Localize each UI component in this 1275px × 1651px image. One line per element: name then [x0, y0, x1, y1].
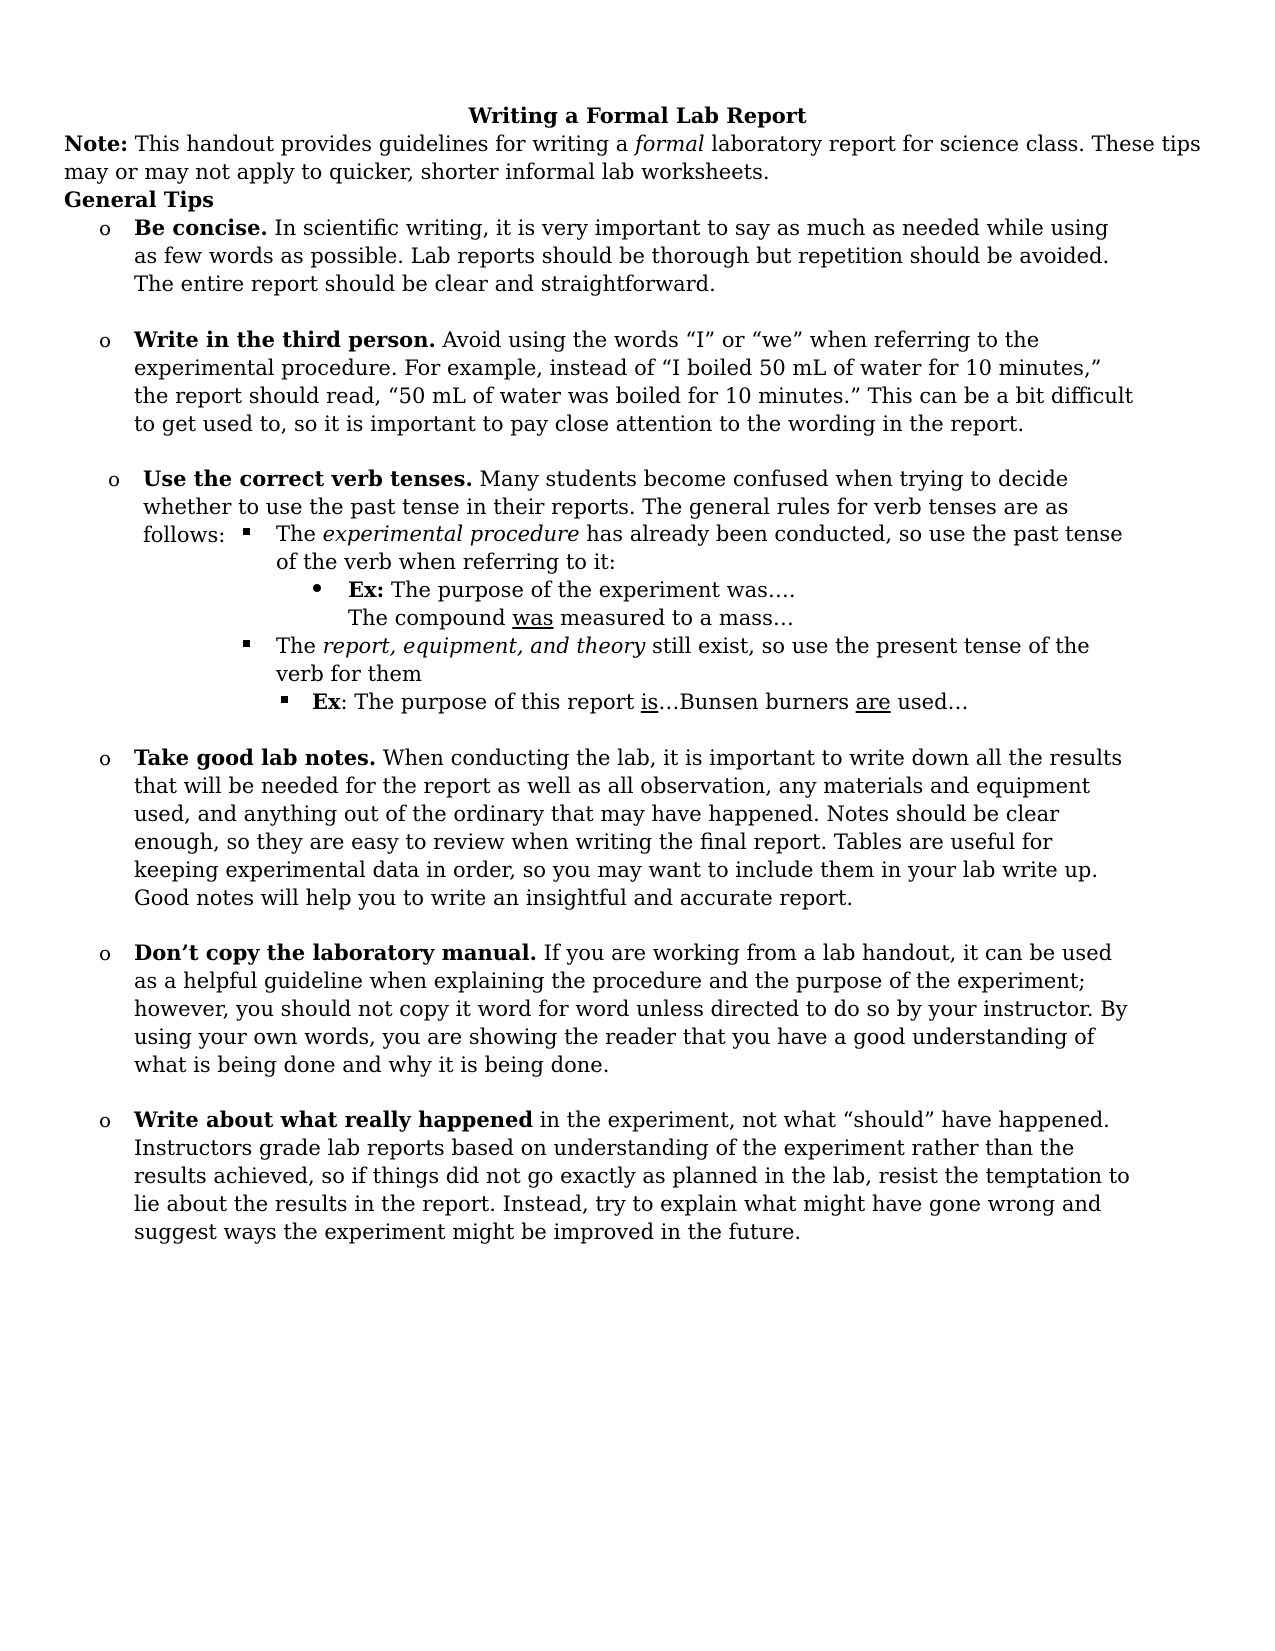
example-text: measured to a mass… [553, 606, 794, 630]
tip-body: In scientific writing, it is very important to say as much as needed while using as few words as possible. Lab reports should be thorough but repetition should be avoided. The entire report should be clear and straightforward. [134, 216, 1110, 296]
example-label: Ex [312, 689, 341, 714]
square-bullet-icon [243, 640, 250, 647]
list-bullet-circle: o [99, 941, 112, 965]
tip-third-person [134, 326, 1134, 438]
tip-title: Write about what really happened [134, 1107, 534, 1132]
note-text-before: This handout provides guidelines for writing a [128, 132, 635, 156]
example-underline: is [640, 690, 659, 714]
round-bullet-icon [313, 584, 321, 592]
note-text-after: laboratory report for science class. These tips may or may not apply to quicker, shorter informal lab worksheets. [64, 132, 1201, 184]
rule-text: The [276, 634, 323, 658]
tip-body: Many students become confused when trying to decide whether to use the past tense in their reports. The general rules for verb tenses are as follows: [143, 467, 1069, 547]
example-text: The compound [348, 606, 513, 630]
tip-dont-copy [134, 939, 1134, 1079]
tip-title: Take good lab notes. [134, 745, 377, 770]
tip-be-concise [134, 214, 1134, 298]
tip-body: Avoid using the words “I” or “we” when referring to the experimental procedure. For example, instead of “I boiled 50 mL of water for 10 minutes,” the report should read, “50 mL of water was boiled for 10 minutes.” This can be a bit difficult to get used to, so it is important to pay close attention to the wording in the report. [134, 328, 1134, 436]
example-underline: was [512, 606, 554, 630]
tip-title: Don’t copy the laboratory manual. [134, 940, 537, 965]
note-paragraph [64, 130, 1214, 186]
list-bullet-circle: o [108, 467, 121, 491]
tense-rule-past [276, 520, 1136, 576]
rule-italic: experimental procedure [322, 522, 580, 546]
note-italic: formal [634, 132, 705, 156]
tip-what-happened [134, 1106, 1134, 1246]
list-bullet-circle: o [99, 1108, 112, 1132]
example-text: The purpose of the experiment was…. [384, 578, 796, 602]
document-title: Writing a Formal Lab Report [468, 103, 807, 128]
note-label: Note: [64, 131, 129, 156]
square-bullet-icon [243, 528, 250, 535]
tip-body: When conducting the lab, it is important to write down all the results that will be needed for the report as well as all observation, any materials and equipment used, and anything out of the ordinary that may have happened. Notes should be clear enough, so they are easy to review when writing the final report. Tables are useful for keeping experimental data in order, so you may want to include them in your lab write up. Good notes will help you to write an insightful and accurate report. [134, 746, 1123, 910]
example-underline: are [855, 690, 891, 714]
tip-lab-notes [134, 744, 1134, 912]
general-tips-heading: General Tips [64, 187, 214, 212]
example-text: : The purpose of this report [340, 690, 641, 714]
rule-text: still exist, so use the present tense of the verb for them [276, 634, 1090, 686]
tip-body: If you are working from a lab handout, it can be used as a helpful guideline when explaining the procedure and the purpose of the experiment; however, you should not copy it word for word unless directed to do so by your instructor. By using your own words, you are showing the reader that you have a good understanding of what is being done and why it is being done. [134, 941, 1128, 1077]
tip-title: Write in the third person. [134, 327, 436, 352]
list-bullet-circle: o [99, 746, 112, 770]
rule-text: The [276, 522, 323, 546]
example-label: Ex: [348, 577, 385, 602]
rule-italic: report, equipment, and theory [322, 634, 646, 658]
list-bullet-circle: o [99, 328, 112, 352]
list-bullet-circle: o [99, 216, 112, 240]
tense-example-past [348, 576, 1128, 632]
tip-title: Use the correct verb tenses. [143, 466, 473, 491]
example-text: used… [890, 690, 969, 714]
square-bullet-icon [281, 696, 288, 703]
example-text: …Bunsen burners [658, 690, 856, 714]
tip-title: Be concise. [134, 215, 268, 240]
tip-body: in the experiment, not what “should” have happened. Instructors grade lab reports based on understanding of the experiment rather than the results achieved, so if things did not go exactly as planned in the lab, resist the temptation to lie about the results in the report. Instead, try to explain what might have gone wrong and suggest ways the experiment might be improved in the future. [134, 1108, 1130, 1244]
rule-text: has already been conducted, so use the past tense of the verb when referring to it: [276, 522, 1123, 574]
tense-rule-present [276, 632, 1136, 688]
tense-example-present [312, 688, 1132, 716]
